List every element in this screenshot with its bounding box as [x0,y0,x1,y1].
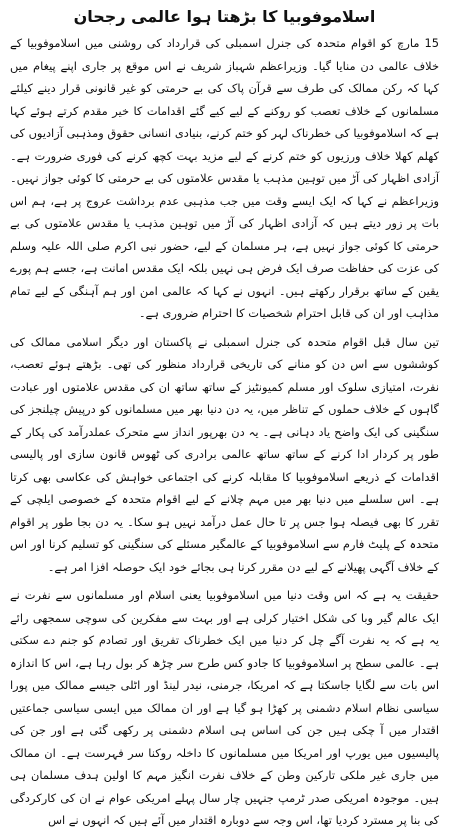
article-paragraph-1: 15 مارچ کو اقوام متحدہ کی جنرل اسمبلی کی قرارداد کی روشنی میں اسلاموفوبیا کے خلاف عالمی دن منایا گیا۔ وزیراعظم شہباز شریف نے اس موقع پر جاری اپنے پیغام میں کہا کہ رکن ممالک کی طرف سے قرآن پاک کی بے حرمتی کو غیر قانونی قرار دینے کیلئے مسلمانوں کے خلاف تعصب کو روکنے کے لیے کیے گئے اقدامات کا خیر مقدم کرتے ہوئے کہا ہے کہ اسلاموفوبیا کی خطرناک لہر کو ختم کرنے، بنیادی انسانی حقوق ومذہبی آزادیوں کی کھلم کھلا خلاف ورزیوں کو ختم کرنے کے لیے مزید بہت کچھ کرنے کی فوری ضرورت ہے۔ آزادی اظہار کی آڑ میں توہین مذہب یا مقدس علامتوں کی بے حرمتی کا کوئی جواز نہیں۔ وزیراعظم نے کہا کہ ایک ایسے وقت میں جب مذہبی عدم برداشت عروج پر ہے، ہم اس بات پر زور دیتے ہیں کہ آزادی اظہار کی آڑ میں توہین مذہب یا مقدس علامتوں کی بے حرمتی کا کوئی جواز نہیں ہے، ہر مسلمان کے لیے، حضور نبی اکرم صلی اللہ علیہ وسلم کی عزت کی حفاظت صرف ایک فرض ہی نہیں بلکہ ایک مقدس امانت ہے، جسے ہم پورے یقین کے ساتھ برقرار رکھتے ہیں۔ انہوں نے کہا کہ عالمی امن اور ہم آہنگی کے لیے تمام مذاہب اور ان کی قابل احترام شخصیات کا احترام ضروری ہے۔ [10,36,439,320]
article-paragraph-3: حقیقت یہ ہے کہ اس وقت دنیا میں اسلاموفوبیا یعنی اسلام اور مسلمانوں سے نفرت نے ایک عالم گیر وبا کی شکل اختیار کرلی ہے اور بہت سے مفکرین کی سوچی سمجھی رائے یہ ہے کہ یہ نفرت آگے چل کر دنیا میں ایک خطرناک تفریق اور تصادم کو جنم دے سکتی ہے۔ عالمی سطح پر اسلاموفوبیا کا جادو کس طرح سر چڑھ کر بول رہا ہے، اس کا اندازہ اس بات سے لگایا جاسکتا ہے کہ امریکا، جرمنی، نیدر لینڈ اور اٹلی جیسے ممالک میں پورا سیاسی نظام اسلام دشمنی پر کھڑا ہو گیا ہے اور ان ممالک میں ایسی سیاسی جماعتیں اقتدار میں آ چکی ہیں جن کی اساس ہی اسلام دشمنی پر رکھی گئی ہے اور جن کی پالیسیوں میں یورپ اور امریکا میں مسلمانوں کا داخلہ روکنا سر فہرست ہے۔ ان ممالک میں جاری غیر ملکی تارکین وطن کے خلاف نفرت انگیز مہم کا اولین ہدف مسلمان ہی ہیں۔ موجودہ امریکی صدر ٹرمپ جنہیں چار سال پہلے امریکی عوام نے ان کی کارکردگی کی بنا پر مسترد کردیا تھا، اس وجہ سے دوبارہ اقتدار میں آئے ہیں کہ انہوں نے اس [10,588,439,827]
article-paragraph-2: تین سال قبل اقوام متحدہ کی جنرل اسمبلی نے پاکستان اور دیگر اسلامی ممالک کی کوششوں سے اس دن کو منانے کی تاریخی قرارداد منظور کی تھی۔ بڑھتے ہوئے تعصب، نفرت، امتیازی سلوک اور مسلم کمیونٹیز کے ساتھ ساتھ ان کی مقدس علامتوں اور عبادت گاہوں کے خلاف حملوں کے تناظر میں، یہ دن دنیا بھر میں مسلمانوں کو درپیش چیلنجز کی سنگینی کی ایک واضح یاد دہانی ہے۔ یہ دن بھرپور انداز سے متحرک عملدرآمد کی پکار کے طور پر کردار ادا کرنے کے ساتھ ساتھ عالمی برادری کی ٹھوس قانون سازی اور پالیسی اقدامات کے ذریعے اسلاموفوبیا کا مقابلہ کرنے کی اجتماعی خواہش کی عکاسی بھی کرتا ہے۔ اس سلسلے میں دنیا بھر میں مہم چلانے کے لیے اقوام متحدہ کے خصوصی ایلچی کے تقرر کا بھی فیصلہ ہوا جس پر تا حال عمل درآمد نہیں ہو سکا۔ یہ دن بجا طور پر اقوام متحدہ کے پلیٹ فارم سے اسلاموفوبیا کے عالمگیر مسئلے کی سنگینی کو تسلیم کرنا اور اس کے خلاف آگہی پھیلانے کے لیے دن مقرر کرنا ہی بجائے خود ایک حوصلہ افزا امر ہے۔ [10,334,439,574]
article-title: اسلاموفوبیا کا بڑھتا ہوا عالمی رجحان [73,7,376,26]
